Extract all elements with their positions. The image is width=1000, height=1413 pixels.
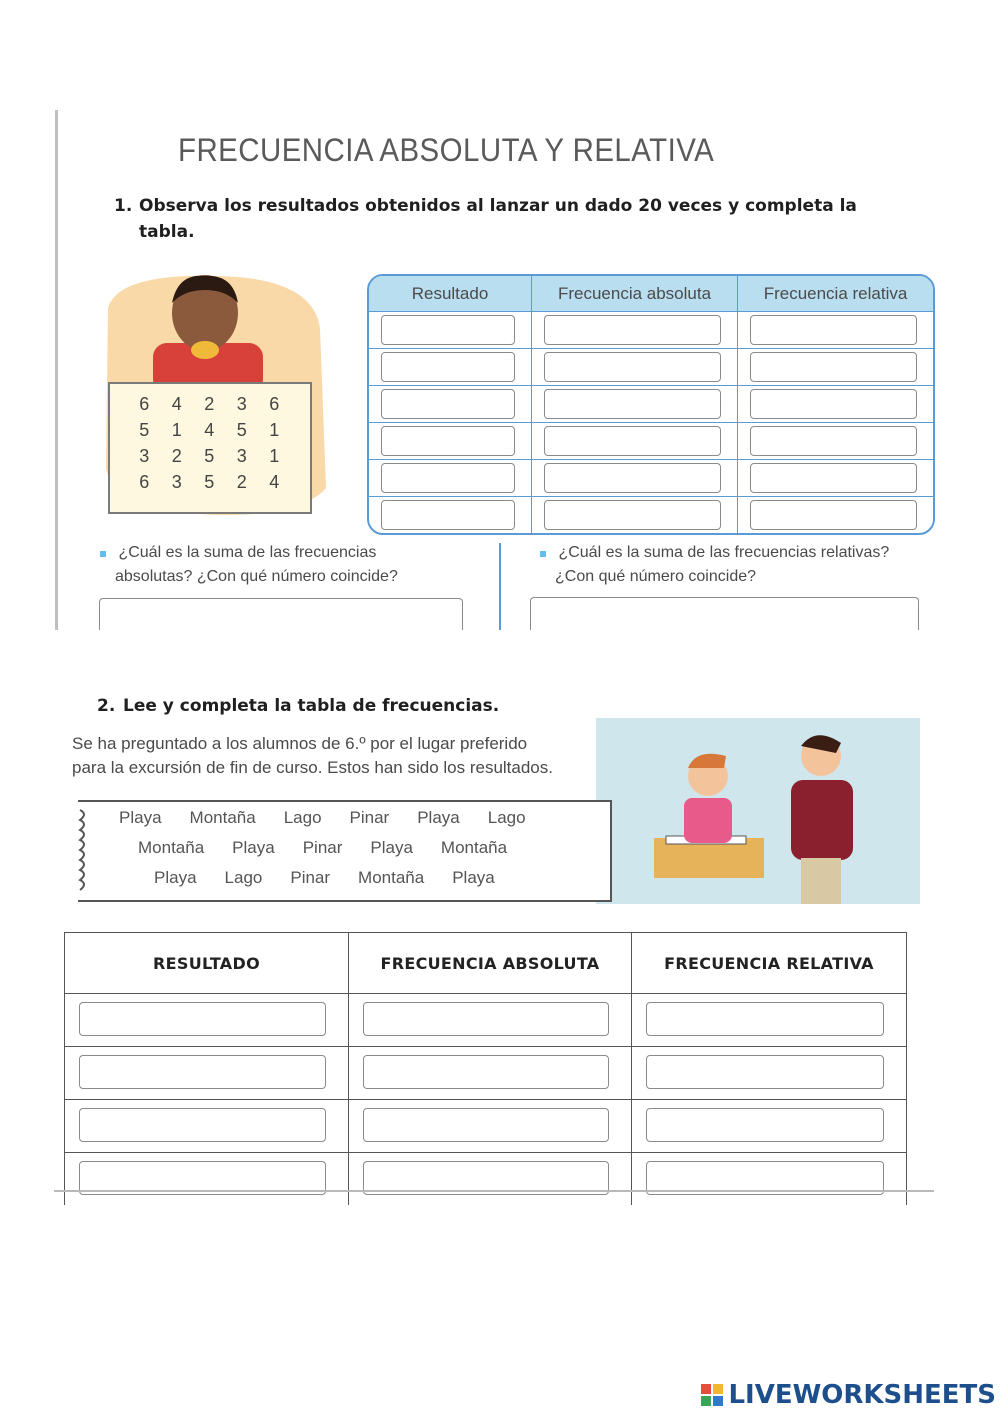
- table-row: [369, 460, 933, 497]
- survey-word: Playa: [232, 838, 275, 857]
- answer-relative-sum-input[interactable]: [530, 597, 919, 632]
- dice-value: 4: [204, 420, 215, 440]
- survey-word: Montaña: [358, 868, 425, 887]
- table1-header-frecuencia-absoluta: Frecuencia absoluta: [532, 276, 738, 312]
- dice-value: 4: [269, 472, 280, 492]
- table-cell: [632, 1100, 907, 1153]
- question-relative-sum: [540, 541, 950, 589]
- frequency-table-2: [64, 932, 907, 1205]
- dice-row: [128, 472, 298, 498]
- bullet-icon: [540, 551, 546, 557]
- dice-value: 2: [236, 472, 247, 492]
- bottom-rule: [54, 1190, 934, 1192]
- exercise-2-text-line2: para la excursión de fin de curso. Estos han sido los resultados.: [72, 758, 553, 777]
- answer-input[interactable]: [381, 315, 515, 345]
- survey-word: Playa: [154, 868, 197, 887]
- table-row: [369, 423, 933, 460]
- table2-header-resultado: RESULTADO: [65, 933, 349, 994]
- dice-value: 5: [139, 420, 150, 440]
- answer-input[interactable]: [750, 389, 917, 419]
- table-cell: [65, 994, 349, 1047]
- dice-value: 1: [269, 446, 280, 466]
- exercise-2-instruction: Lee y completa la tabla de frecuencias.: [123, 696, 500, 716]
- answer-input[interactable]: [646, 1108, 884, 1142]
- liveworksheets-logo: [700, 1380, 996, 1410]
- table-cell: [632, 994, 907, 1047]
- answer-input[interactable]: [544, 426, 721, 456]
- table-cell: [532, 349, 738, 386]
- answer-input[interactable]: [363, 1055, 609, 1089]
- question-right-line2: ¿Con qué número coincide?: [555, 568, 757, 585]
- words-row-3: [154, 868, 523, 888]
- words-row-1: [119, 808, 554, 828]
- table-cell: [532, 423, 738, 460]
- table-cell: [738, 423, 933, 460]
- dice-value: 3: [171, 472, 182, 492]
- panel-clip: [55, 630, 955, 650]
- exercise-1-instruction-line1: Observa los resultados obtenidos al lanzar un dado 20 veces y completa la: [139, 196, 857, 216]
- answer-input[interactable]: [646, 1055, 884, 1089]
- survey-word: Montaña: [440, 838, 508, 857]
- table-cell: [532, 312, 738, 349]
- exercise-2-text-line1: Se ha preguntado a los alumnos de 6.º por el lugar preferido: [72, 734, 528, 753]
- survey-word: Montaña: [138, 838, 205, 857]
- table-cell: [65, 1100, 349, 1153]
- survey-word: Pinar: [290, 868, 331, 887]
- liveworksheets-brand: LIVEWORKSHEETS: [728, 1380, 996, 1410]
- survey-word: Pinar: [302, 838, 343, 857]
- survey-word: Playa: [452, 868, 495, 887]
- survey-word: Pinar: [349, 808, 390, 827]
- table-cell: [738, 460, 933, 497]
- table-cell: [532, 497, 738, 533]
- frequency-table-1: [367, 274, 935, 535]
- dice-value: 4: [171, 394, 182, 414]
- answer-input[interactable]: [363, 1002, 609, 1036]
- table-row: [369, 349, 933, 386]
- dice-row: [128, 420, 298, 446]
- dice-value: 3: [236, 394, 247, 414]
- liveworksheets-logo-icon: [700, 1383, 724, 1407]
- question-left-line2: absolutas? ¿Con qué número coincide?: [115, 568, 398, 585]
- table-cell: [369, 460, 532, 497]
- survey-word: Montaña: [189, 808, 256, 827]
- table1-header-frecuencia-relativa: Frecuencia relativa: [738, 276, 933, 312]
- survey-word: Lago: [283, 808, 322, 827]
- table2-header-frecuencia-relativa: FRECUENCIA RELATIVA: [632, 933, 907, 994]
- table-cell: [532, 460, 738, 497]
- answer-input[interactable]: [79, 1108, 326, 1142]
- dice-value: 6: [269, 394, 280, 414]
- bullet-icon: [100, 551, 106, 557]
- table-row: [369, 312, 933, 349]
- answer-input[interactable]: [363, 1108, 609, 1142]
- exercise-1-instruction-line2: tabla.: [139, 222, 195, 242]
- answer-input[interactable]: [750, 352, 917, 382]
- dice-value: 3: [139, 446, 150, 466]
- table-row: [65, 1100, 907, 1153]
- dice-results-grid: [128, 394, 298, 498]
- table-cell: [349, 994, 632, 1047]
- table1-header-resultado: Resultado: [369, 276, 532, 312]
- table-cell: [369, 497, 532, 533]
- answer-input[interactable]: [381, 352, 515, 382]
- answer-input[interactable]: [79, 1002, 326, 1036]
- answer-input[interactable]: [544, 389, 721, 419]
- answer-input[interactable]: [381, 463, 515, 493]
- table-cell: [349, 1100, 632, 1153]
- table-row: [369, 497, 933, 533]
- table2-header-frecuencia-absoluta: FRECUENCIA ABSOLUTA: [349, 933, 632, 994]
- survey-word: Lago: [487, 808, 526, 827]
- dice-value: 6: [139, 394, 150, 414]
- table-cell: [532, 386, 738, 423]
- dice-value: 2: [171, 446, 182, 466]
- table-cell: [632, 1153, 907, 1206]
- table-cell: [738, 497, 933, 533]
- table-cell: [65, 1153, 349, 1206]
- dice-row: [128, 446, 298, 472]
- answer-input[interactable]: [750, 463, 917, 493]
- dice-value: 1: [171, 420, 182, 440]
- answer-input[interactable]: [750, 500, 917, 530]
- table-cell: [369, 423, 532, 460]
- dice-value: 3: [236, 446, 247, 466]
- dice-value: 5: [204, 446, 215, 466]
- words-row-2: [138, 838, 535, 858]
- table-row: [65, 1047, 907, 1100]
- answer-input[interactable]: [750, 315, 917, 345]
- table-cell: [632, 1047, 907, 1100]
- answer-absolute-sum-input[interactable]: [99, 598, 463, 632]
- answer-input[interactable]: [544, 315, 721, 345]
- answer-input[interactable]: [544, 463, 721, 493]
- table-cell: [349, 1047, 632, 1100]
- question-left-line1: ¿Cuál es la suma de las frecuencias: [118, 544, 377, 561]
- answer-input[interactable]: [544, 500, 721, 530]
- survey-word: Lago: [224, 868, 263, 887]
- table-cell: [369, 386, 532, 423]
- survey-word: Playa: [370, 838, 413, 857]
- table-cell: [369, 349, 532, 386]
- dice-value: 6: [139, 472, 150, 492]
- spiral-binding-icon: [70, 804, 90, 898]
- dice-value: 2: [204, 394, 215, 414]
- table-cell: [738, 386, 933, 423]
- exercise-2-number: 2.: [97, 696, 116, 716]
- table-row: [65, 1153, 907, 1206]
- table-row: [65, 994, 907, 1047]
- divider: [499, 543, 501, 630]
- table-cell: [65, 1047, 349, 1100]
- dice-value: 5: [204, 472, 215, 492]
- answer-input[interactable]: [381, 500, 515, 530]
- question-right-line1: ¿Cuál es la suma de las frecuencias relativas?: [558, 544, 890, 561]
- table-cell: [369, 312, 532, 349]
- dice-row: [128, 394, 298, 420]
- answer-input[interactable]: [646, 1002, 884, 1036]
- dice-value: 1: [269, 420, 280, 440]
- page-title: FRECUENCIA ABSOLUTA Y RELATIVA: [178, 132, 715, 168]
- answer-input[interactable]: [381, 389, 515, 419]
- question-absolute-sum: [100, 541, 480, 589]
- teacher-student-illustration: [596, 718, 920, 904]
- dice-value: 5: [236, 420, 247, 440]
- answer-input[interactable]: [750, 426, 917, 456]
- table-cell: [738, 312, 933, 349]
- table-row: [369, 386, 933, 423]
- exercise-1-number: 1.: [114, 196, 133, 216]
- table-cell: [738, 349, 933, 386]
- answer-input[interactable]: [544, 352, 721, 382]
- answer-input[interactable]: [381, 426, 515, 456]
- survey-word: Playa: [417, 808, 460, 827]
- answer-input[interactable]: [79, 1055, 326, 1089]
- survey-word: Playa: [119, 808, 162, 827]
- table-cell: [349, 1153, 632, 1206]
